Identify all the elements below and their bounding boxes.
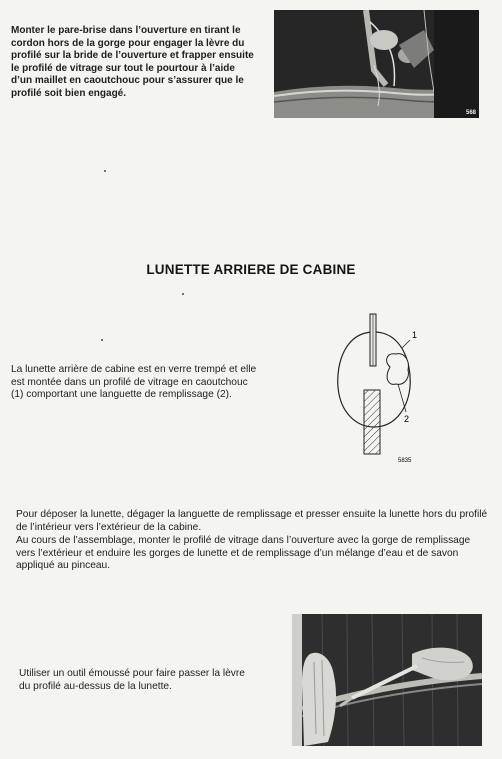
rear-window-cross-section (326, 312, 436, 466)
figure-number: 5835 (398, 458, 412, 464)
rear-window-diagram (326, 312, 436, 466)
windshield-photo (274, 10, 479, 118)
figure-label-2: 2 (404, 414, 410, 424)
removal-instructions: Pour déposer la lunette, dégager la languette de remplissage et presser ensuite la lunette hors du profilé de l’intérieur vers l’extérieur de la cabine. (16, 509, 488, 533)
filling-lip (387, 354, 409, 385)
page-speck (182, 293, 184, 295)
tool-instructions: Utiliser un outil émoussé pour faire passer la lèvre du profilé au-dessus de la lunette. (19, 668, 245, 692)
windshield-photo-image (274, 10, 479, 118)
photo-number: 568 (465, 110, 476, 116)
windshield-instructions: Monter le pare-brise dans l’ouverture en tirant le cordon hors de la gorge pour engager la lèvre du profilé sur la bride de l’ouverture et frapper ensuite le profilé de vitrage sur tout le pourtour à l’aide d’un maillet en caoutchouc pour s’assurer que le profilé soit bien engagé. (11, 25, 254, 99)
page-speck (104, 170, 106, 172)
tool-photo-image (292, 614, 482, 746)
section-title: LUNETTE ARRIERE DE CABINE (146, 262, 356, 277)
assembly-instructions: Au cours de l’assemblage, monter le profilé de vitrage dans l’ouverture avec la gorge de remplissage vers l’extérieur et enduire les gorges de lunette et de remplissage d’un mélange d’eau et de savon appliqué au pinceau. (16, 535, 471, 572)
glass-section (364, 390, 380, 454)
tool-photo (292, 614, 482, 746)
rear-window-description: La lunette arrière de cabine est en verre trempé et elle est montée dans un profilé de vitrage en caoutchouc (1) comportant une languette de remplissage (2). (11, 364, 257, 401)
page-speck (101, 339, 103, 341)
figure-label-1: 1 (412, 330, 418, 340)
